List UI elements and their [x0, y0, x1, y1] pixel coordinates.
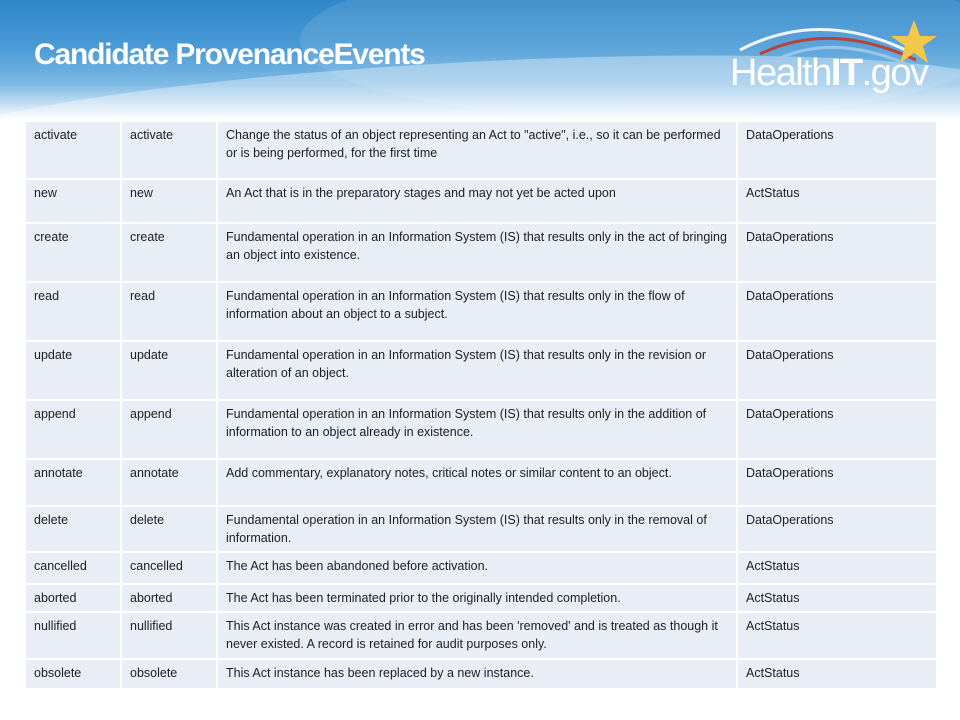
table-row — [25, 552, 937, 584]
provenance-events-table — [24, 120, 938, 690]
slide-title: Candidate ProvenanceEvents — [34, 38, 425, 71]
display-cell: obsolete — [121, 659, 217, 689]
code-cell: activate — [25, 121, 121, 179]
code-cell: obsolete — [25, 659, 121, 689]
display-cell: annotate — [121, 459, 217, 506]
display-cell: new — [121, 179, 217, 223]
definition-cell: Add commentary, explanatory notes, critical notes or similar content to an object. — [217, 459, 737, 506]
code-system-cell: DataOperations — [737, 506, 937, 552]
definition-cell: Change the status of an object representing an Act to "active", i.e., so it can be performed or is being performed, for the first time — [217, 121, 737, 179]
display-cell: nullified — [121, 612, 217, 659]
code-cell: new — [25, 179, 121, 223]
slide-header — [0, 0, 960, 120]
code-cell: create — [25, 223, 121, 282]
display-cell: read — [121, 282, 217, 341]
table-row — [25, 121, 937, 179]
table-row — [25, 659, 937, 689]
code-system-cell: ActStatus — [737, 552, 937, 584]
table-row — [25, 282, 937, 341]
definition-cell: Fundamental operation in an Information System (IS) that results only in the addition of information to an object already in existence. — [217, 400, 737, 459]
code-cell: nullified — [25, 612, 121, 659]
definition-cell: The Act has been terminated prior to the originally intended completion. — [217, 584, 737, 612]
code-cell: append — [25, 400, 121, 459]
display-cell: cancelled — [121, 552, 217, 584]
definition-cell: This Act instance has been replaced by a new instance. — [217, 659, 737, 689]
table-row — [25, 584, 937, 612]
definition-cell: An Act that is in the preparatory stages and may not yet be acted upon — [217, 179, 737, 223]
definition-cell: This Act instance was created in error and has been 'removed' and is treated as though it never existed. A record is retained for audit purposes only. — [217, 612, 737, 659]
table-row — [25, 506, 937, 552]
display-cell: update — [121, 341, 217, 400]
healthit-logo — [720, 14, 940, 104]
code-system-cell: DataOperations — [737, 400, 937, 459]
code-system-cell: ActStatus — [737, 659, 937, 689]
table-row — [25, 341, 937, 400]
code-cell: aborted — [25, 584, 121, 612]
code-system-cell: ActStatus — [737, 612, 937, 659]
definition-cell: Fundamental operation in an Information System (IS) that results only in the removal of information. — [217, 506, 737, 552]
code-system-cell: ActStatus — [737, 584, 937, 612]
display-cell: aborted — [121, 584, 217, 612]
code-system-cell: DataOperations — [737, 282, 937, 341]
code-cell: annotate — [25, 459, 121, 506]
table-row — [25, 400, 937, 459]
code-cell: delete — [25, 506, 121, 552]
table-row — [25, 223, 937, 282]
definition-cell: Fundamental operation in an Information System (IS) that results only in the flow of information about an object to a subject. — [217, 282, 737, 341]
code-system-cell: DataOperations — [737, 223, 937, 282]
code-system-cell: DataOperations — [737, 459, 937, 506]
code-system-cell: DataOperations — [737, 121, 937, 179]
code-system-cell: ActStatus — [737, 179, 937, 223]
table-row — [25, 459, 937, 506]
definition-cell: Fundamental operation in an Information System (IS) that results only in the revision or alteration of an object. — [217, 341, 737, 400]
table-row — [25, 179, 937, 223]
code-system-cell: DataOperations — [737, 341, 937, 400]
code-cell: update — [25, 341, 121, 400]
definition-cell: The Act has been abandoned before activation. — [217, 552, 737, 584]
definition-cell: Fundamental operation in an Information System (IS) that results only in the act of bringing an object into existence. — [217, 223, 737, 282]
provenance-events-table-wrapper — [24, 120, 936, 690]
display-cell: append — [121, 400, 217, 459]
display-cell: delete — [121, 506, 217, 552]
code-cell: read — [25, 282, 121, 341]
display-cell: activate — [121, 121, 217, 179]
code-cell: cancelled — [25, 552, 121, 584]
logo-text: HealthIT.gov — [730, 52, 928, 94]
table-row — [25, 612, 937, 659]
display-cell: create — [121, 223, 217, 282]
